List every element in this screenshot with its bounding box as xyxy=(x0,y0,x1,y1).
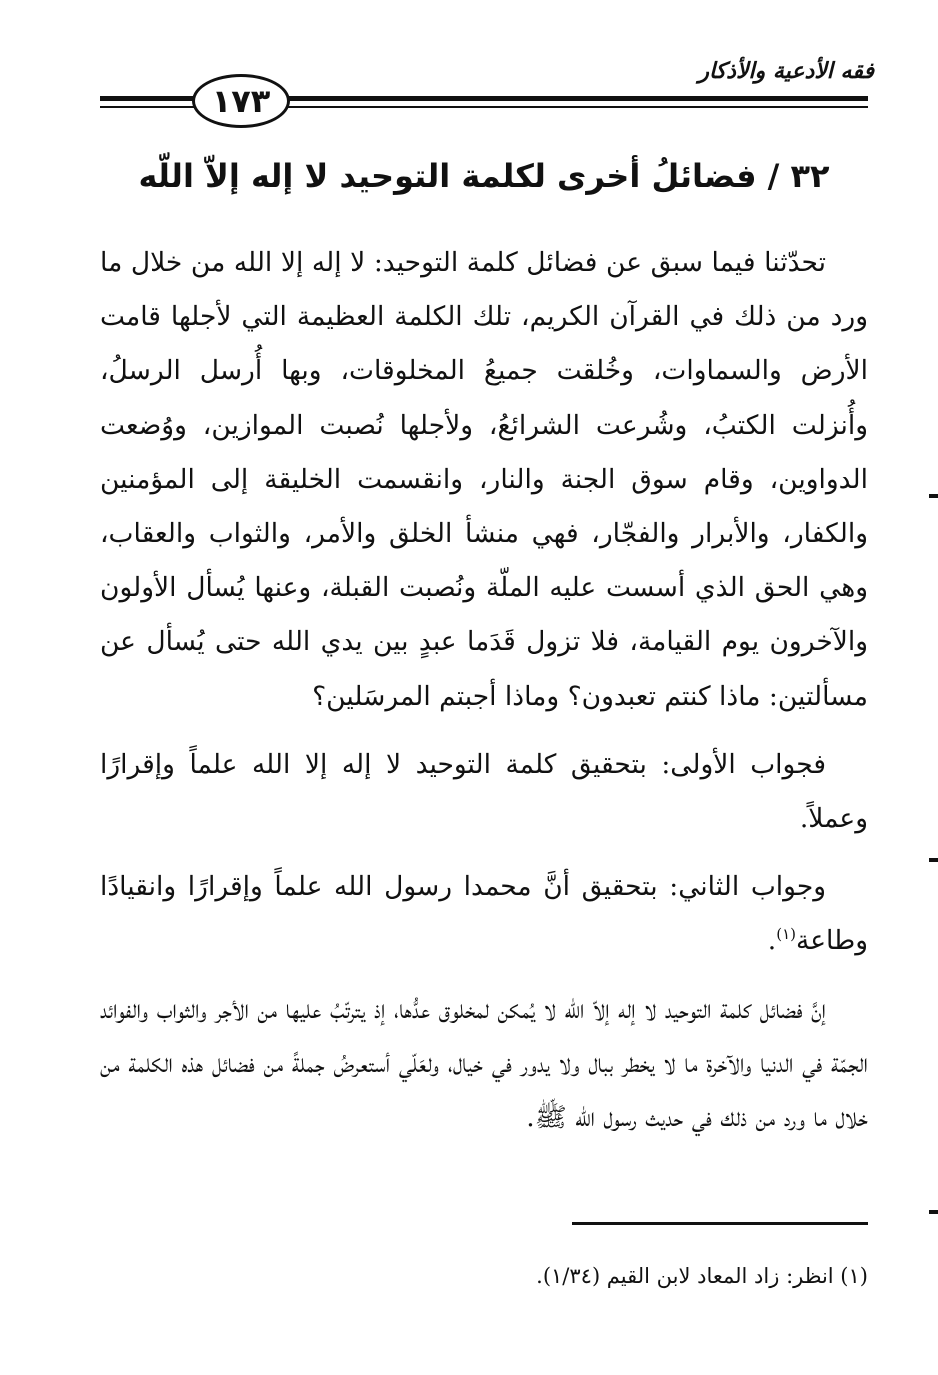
paragraph-3-end: . xyxy=(767,925,777,957)
footnote-reference[interactable]: (١) xyxy=(776,925,797,944)
paragraph-1: تحدّثنا فيما سبق عن فضائل كلمة التوحيد: لا إله إلا الله من خلال ما ورد من ذلك في القرآن الكريم، تلك الكلمة العظيمة التي لأجلها قامت الأرض والسماوات، وخُلقت جميعُ المخلوقات، وبها أُرسل الرسلُ، وأُنزلت الكتبُ، وشُرعت الشرائعُ، ولأجلها نُصبت الموازين، ووُضعت الدواوين، وقام سوق الجنة والنار، وانقسمت الخليقة إلى المؤمنين والكفار، والأبرار والفجّار، فهي منشأ الخلق والأمر، والثواب والعقاب، وهي الحق الذي أسست عليه الملّة ونُصبت القبلة، وعنها يُسأل الأولون والآخرون يوم القيامة، فلا تزول قَدَما عبدٍ بين يدي الله حتى يُسأل عن مسألتين: ماذا كنتم تعبدون؟ وماذا أجبتم المرسَلين؟ xyxy=(100,247,868,712)
page-number: ١٧٣ xyxy=(192,74,290,128)
running-header: فقه الأدعية والأذكار xyxy=(698,58,874,84)
margin-mark xyxy=(929,494,938,498)
chapter-title: ٣٢ / فضائلُ أخرى لكلمة التوحيد لا إله إلاّ اللّه xyxy=(138,157,830,195)
paragraph-2: فجواب الأولى: بتحقيق كلمة التوحيد لا إله إلا الله علماً وإقرارًا وعملاً. xyxy=(100,748,868,835)
paragraph-4: إنَّ فضائل كلمة التوحيد لا إله إلاّ الله لا يُمكن لمخلوق عدُّها، إذ يترتّبُ عليها من الأجر والثواب والفوائد الجمّة في الدنيا والآخرة ما لا يخطر ببال ولا يدور في خيال، ولعَلّي أستعرضُ جملةً من فضائل هذه الكلمة من خلال ما ورد من ذلك في حديث رسول الله ﷺ. xyxy=(100,993,868,1134)
footnote-separator xyxy=(572,1222,868,1225)
margin-mark xyxy=(929,1210,938,1214)
body-text xyxy=(100,236,868,1145)
margin-mark xyxy=(929,858,938,862)
paragraph-3-text: وجواب الثاني: بتحقيق أنَّ محمدا رسول الله علماً وإقرارًا وانقيادًا وطاعة xyxy=(100,871,868,957)
paragraph-3 xyxy=(100,860,868,968)
footnote-1: (١) انظر: زاد المعاد لابن القيم (١/٣٤). xyxy=(536,1264,868,1288)
